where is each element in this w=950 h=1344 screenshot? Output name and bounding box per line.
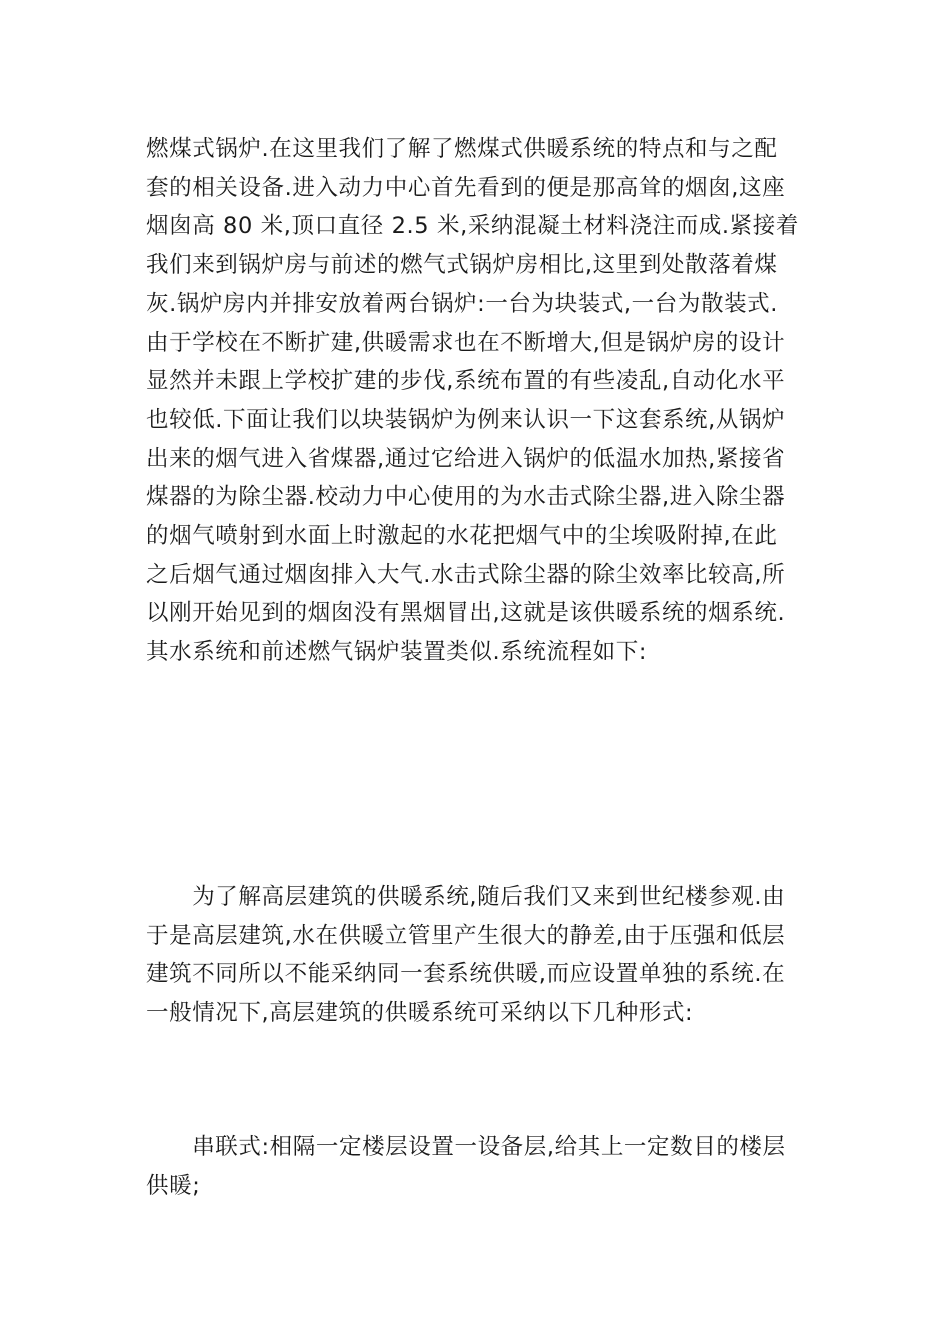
paragraph-series-type [146, 1128, 806, 1205]
text-line: 串联式:相隔一定楼层设置一设备层,给其上一定数目的楼层 [146, 1134, 786, 1160]
text-line: 燃煤式锅炉.在这里我们了解了燃煤式供暖系统的特点和与之配 [146, 136, 778, 162]
paragraph-high-rise-heating [146, 878, 806, 1033]
text-line: 为了解高层建筑的供暖系统,随后我们又来到世纪楼参观.由 [146, 884, 786, 910]
text-line: 套的相关设备.进入动力中心首先看到的便是那高耸的烟囱,这座 [146, 174, 786, 201]
text-line: 之后烟气通过烟囱排入大气.水击式除尘器的除尘效率比较高,所 [146, 561, 786, 588]
text-line: 烟囱高 80 米,顶口直径 2.5 米,采纳混凝土材料浇注而成.紧接着 [146, 213, 799, 240]
text-line: 也较低.下面让我们以块装锅炉为例来认识一下这套系统,从锅炉 [146, 406, 786, 433]
text-line: 以刚开始见到的烟囱没有黑烟冒出,这就是该供暖系统的烟系统. [146, 600, 786, 627]
text-line: 一般情况下,高层建筑的供暖系统可采纳以下几种形式: [146, 1000, 694, 1027]
text-line: 煤器的为除尘器.校动力中心使用的为水击式除尘器,进入除尘器 [146, 484, 786, 511]
text-line: 出来的烟气进入省煤器,通过它给进入锅炉的低温水加热,紧接省 [146, 445, 786, 472]
text-line: 的烟气喷射到水面上时激起的水花把烟气中的尘埃吸附掉,在此 [146, 523, 778, 550]
text-line: 灰.锅炉房内并排安放着两台锅炉:一台为块装式,一台为散装式. [146, 290, 779, 317]
text-line: 我们来到锅炉房与前述的燃气式锅炉房相比,这里到处散落着煤 [146, 252, 778, 279]
text-line: 供暖; [146, 1172, 201, 1199]
paragraph-coal-boiler [146, 130, 806, 672]
text-line: 显然并未跟上学校扩建的步伐,系统布置的有些凌乱,自动化水平 [146, 368, 786, 395]
text-line: 由于学校在不断扩建,供暖需求也在不断增大,但是锅炉房的设计 [146, 329, 786, 356]
text-line: 建筑不同所以不能采纳同一套系统供暖,而应设置单独的系统.在 [146, 961, 786, 988]
text-line: 于是高层建筑,水在供暖立管里产生很大的静差,由于压强和低层 [146, 922, 786, 949]
text-line: 其水系统和前述燃气锅炉装置类似.系统流程如下: [146, 639, 648, 666]
